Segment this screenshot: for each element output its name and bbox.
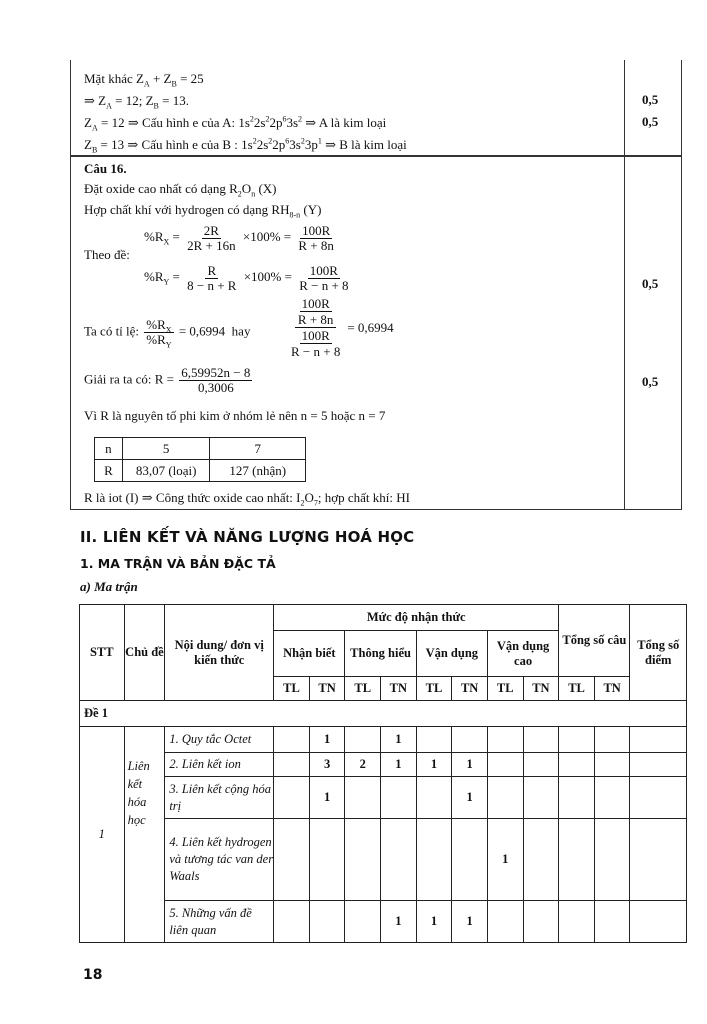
value-cell (630, 819, 687, 901)
n-r-table (94, 437, 306, 482)
top-line-2: ⇒ $Z_A = 12$; $Z_B = 13$. (84, 93, 189, 111)
header-tn: TN (309, 677, 345, 701)
value-cell (452, 819, 488, 901)
ratio-value: = 0,6994 (347, 319, 394, 335)
matrix-table (79, 604, 687, 943)
value-cell (345, 819, 381, 901)
section-subtitle: 1. MA TRẬN VÀ BẢN ĐẶC TẢ (80, 556, 276, 571)
section-title: II. LIÊN KẾT VÀ NĂNG LƯỢNG HOÁ HỌC (80, 528, 415, 546)
top-line-4: $Z_B = 13$ ⇒ Cấu hình e của B : $1s^22s^22p^63s^23p^1$ ⇒ B là kim loại (84, 136, 407, 155)
question16-title: Câu 16. (84, 161, 127, 176)
value-cell (274, 727, 310, 753)
de-row (80, 701, 687, 727)
value-cell (523, 819, 559, 901)
value-cell (559, 727, 595, 753)
value-cell (309, 901, 345, 943)
value-cell (381, 819, 417, 901)
q16-score-1: 0,5 (642, 276, 659, 291)
header-tn: TN (452, 677, 488, 701)
content-cell: 3. Liên kết cộng hóa trị (165, 777, 274, 819)
value-cell (594, 727, 630, 753)
content-cell: 5. Những vấn đề liên quan (165, 901, 274, 943)
header-tl: TL (274, 677, 310, 701)
header-tn: TN (523, 677, 559, 701)
value-cell (594, 901, 630, 943)
header-tl: TL (487, 677, 523, 701)
value-cell: 1 (381, 753, 417, 777)
value-cell: 1 (487, 819, 523, 901)
header-stt: STT (80, 605, 125, 701)
value-cell: 1 (452, 753, 488, 777)
value-cell (630, 777, 687, 819)
value-cell (416, 819, 452, 901)
value-cell: 1 (452, 901, 488, 943)
header-row-1 (80, 605, 687, 631)
value-cell: 1 (416, 753, 452, 777)
value-cell (274, 819, 310, 901)
header-tn: TN (594, 677, 630, 701)
q16-score-2: 0,5 (642, 374, 659, 389)
cell: n (95, 438, 123, 460)
giai-den: 0,3006 (197, 380, 234, 395)
value-cell (416, 777, 452, 819)
table-row (95, 438, 306, 460)
value-cell (594, 777, 630, 819)
value-cell (559, 777, 595, 819)
cell: 127 (nhận) (210, 460, 306, 482)
value-cell (630, 753, 687, 777)
value-cell: 1 (416, 901, 452, 943)
value-cell (452, 727, 488, 753)
table-row (95, 460, 306, 482)
header-chu-de: Chủ đề (124, 605, 165, 701)
value-cell: 1 (452, 777, 488, 819)
giai-ra-line: Giải ra ta có: R = $\frac{6,59952n - 8}{0,3006}$ (84, 365, 251, 395)
topic-cell: Liên kết hóa học (124, 727, 165, 943)
q16-line-1: Đặt oxide cao nhất có dạng $R_2O_n$ (X) (84, 181, 277, 199)
table-row (80, 753, 687, 777)
value-cell (523, 727, 559, 753)
de-label: Đề 1 (80, 701, 687, 727)
value-cell (274, 901, 310, 943)
table-row (80, 901, 687, 943)
value-cell (274, 753, 310, 777)
formula-ry: $\%R_Y$ = $\frac{R}{8 - n + R}$ ×100% = $\frac{100R}{R - n + 8}$ (144, 262, 349, 293)
content-cell: 1. Quy tắc Octet (165, 727, 274, 753)
hay-label: hay (231, 323, 251, 339)
value-cell (559, 901, 595, 943)
value-cell (594, 819, 630, 901)
ratio-compound-fraction: 100R R + 8n 100R R − n + 8 = 0,6994 (291, 296, 394, 359)
stt-cell: 1 (80, 727, 125, 943)
table-row (80, 777, 687, 819)
value-cell: 1 (309, 727, 345, 753)
ta-co-ti-le: Ta có tỉ lệ: $\frac{\%R_X}{\%R_Y}$ = 0,6994 hay (84, 317, 251, 350)
value-cell: 1 (309, 777, 345, 819)
cell: 7 (210, 438, 306, 460)
top-line-3: $Z_A = 12$ ⇒ Cấu hình e của A: $1s^22s^22p^63s^2$ ⇒ A là kim loại (84, 114, 387, 133)
value-cell (345, 777, 381, 819)
value-cell (274, 777, 310, 819)
value-cell (630, 727, 687, 753)
theo-de-label: Theo đề: (84, 247, 130, 262)
value-cell (559, 819, 595, 901)
header-van-dung-cao: Vận dụng cao (487, 631, 558, 677)
value-cell (523, 777, 559, 819)
value-cell (523, 901, 559, 943)
value-cell (487, 727, 523, 753)
value-cell (345, 901, 381, 943)
value-cell (630, 901, 687, 943)
value-cell (523, 753, 559, 777)
header-tl: TL (416, 677, 452, 701)
header-tong-so-cau: Tổng số câu (559, 605, 630, 677)
top-score-2: 0,5 (642, 114, 659, 129)
cell: 5 (122, 438, 210, 460)
value-cell: 1 (381, 901, 417, 943)
header-tl: TL (345, 677, 381, 701)
value-cell (381, 777, 417, 819)
header-nhan-biet: Nhận biết (274, 631, 345, 677)
value-cell (594, 753, 630, 777)
giai-ra-label: Giải ra ta có: (84, 371, 152, 387)
formula-rx: $\%R_X$ = $\frac{2R}{2R + 16n}$ ×100% = $\frac{100R}{R + 8n}$ (144, 222, 334, 253)
value-cell: 3 (309, 753, 345, 777)
q16-line-2: Hợp chất khí với hydrogen có dạng $RH_{8-n}$ (Y) (84, 202, 322, 220)
final-line: R là iot (I) ⇒ Công thức oxide cao nhất: $I_2O_7$; hợp chất khí: HI (84, 490, 410, 508)
header-van-dung: Vận dụng (416, 631, 487, 677)
header-tong-so-diem: Tổng số điểm (630, 605, 687, 701)
value-cell: 2 (345, 753, 381, 777)
table-row (80, 819, 687, 901)
cell: R (95, 460, 123, 482)
value-cell (487, 777, 523, 819)
content-cell: 4. Liên kết hydrogen và tương tác van der Waals (165, 819, 274, 901)
value-cell (309, 819, 345, 901)
value-cell (487, 901, 523, 943)
value-cell (487, 753, 523, 777)
header-tn: TN (381, 677, 417, 701)
section-subsub: a) Ma trận (80, 579, 138, 594)
header-noi-dung: Nội dung/ đơn vị kiến thức (165, 605, 274, 701)
header-muc-do: Mức độ nhận thức (274, 605, 559, 631)
value-cell (345, 727, 381, 753)
table-row (80, 727, 687, 753)
ta-co-label: Ta có tỉ lệ: (84, 323, 140, 339)
conclusion-line: Vì R là nguyên tố phi kim ở nhóm lẻ nên n = 5 hoặc n = 7 (84, 408, 386, 423)
value-cell (416, 727, 452, 753)
header-tl: TL (559, 677, 595, 701)
value-cell (559, 753, 595, 777)
value-cell: 1 (381, 727, 417, 753)
top-score-1: 0,5 (642, 92, 659, 107)
giai-num: 6,59952n − 8 (181, 365, 251, 380)
top-line-1: Mặt khác $Z_A + Z_B = 25$ (84, 71, 204, 89)
content-cell: 2. Liên kết ion (165, 753, 274, 777)
cell: 83,07 (loại) (122, 460, 210, 482)
header-thong-hieu: Thông hiểu (345, 631, 416, 677)
page-number: 18 (83, 967, 103, 983)
